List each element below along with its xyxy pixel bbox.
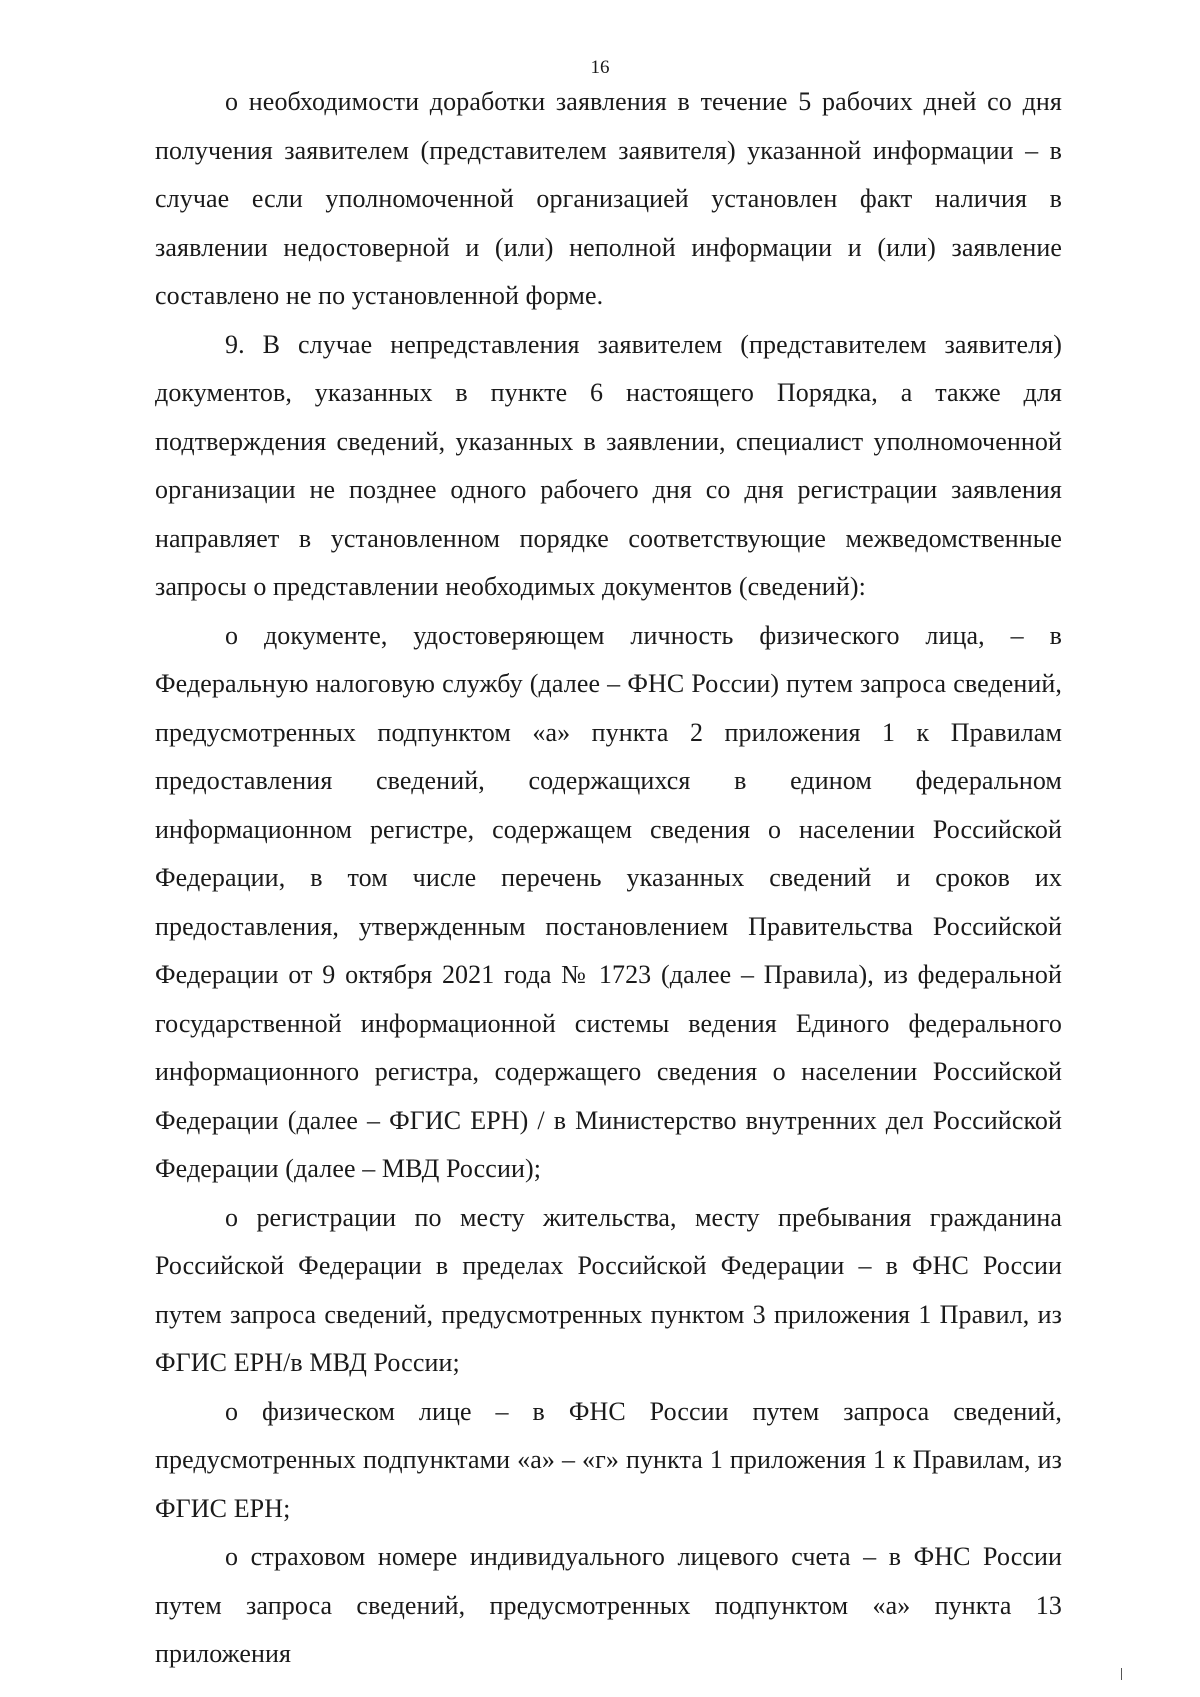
page-number: 16 [590,57,610,78]
scan-edge-mark [1121,1668,1122,1680]
paragraph-insurance-number: о страховом номере индивидуального лицевого счета – в ФНС России путем запроса сведений, предусмотренных подпунктом «а» пункта 13 приложения [155,1542,1062,1668]
document-body [155,78,1062,1679]
paragraph-revision-notice: о необходимости доработки заявления в течение 5 рабочих дней со дня получения заявителем (представителем заявителя) указанной информации – в случае если уполномоченной организацией установлен факт наличия в заявлении недостоверной и (или) неполной информации и (или) заявление составлено не по установленной форме. [155,87,1062,310]
paragraph-item-9: 9. В случае непредставления заявителем (представителем заявителя) документов, указанных в пункте 6 настоящего Порядка, а также для подтверждения сведений, указанных в заявлении, специалист уполномоченной организации не позднее одного рабочего дня со дня регистрации заявления направляет в установленном порядке соответствующие межведомственные запросы о представлении необходимых документов (сведений): [155,329,1062,601]
paragraph-registration: о регистрации по месту жительства, месту пребывания гражданина Российской Федерации в пределах Российской Федерации – в ФНС России путем запроса сведений, предусмотренных пунктом 3 приложения 1 Правил, из ФГИС ЕРН/в МВД России; [155,1202,1062,1377]
paragraph-identity-document: о документе, удостоверяющем личность физического лица, – в Федеральную налоговую службу (далее – ФНС России) путем запроса сведений, предусмотренных подпунктом «а» пункта 2 приложения 1 к Правилам предоставления сведений, содержащихся в едином федеральном информационном регистре, содержащем сведения о населении Российской Федерации, в том числе перечень указанных сведений и сроков их предоставления, утвержденным постановлением Правительства Российской Федерации от 9 октября 2021 года № 1723 (далее – Правила), из федеральной государственной информационной системы ведения Единого федерального информационного регистра, содержащего сведения о населении Российской Федерации (далее – ФГИС ЕРН) / в Министерство внутренних дел Российской Федерации (далее – МВД России); [155,620,1062,1183]
paragraph-individual: о физическом лице – в ФНС России путем запроса сведений, предусмотренных подпунктами «а» – «г» пункта 1 приложения 1 к Правилам, из ФГИС ЕРН; [155,1396,1062,1523]
